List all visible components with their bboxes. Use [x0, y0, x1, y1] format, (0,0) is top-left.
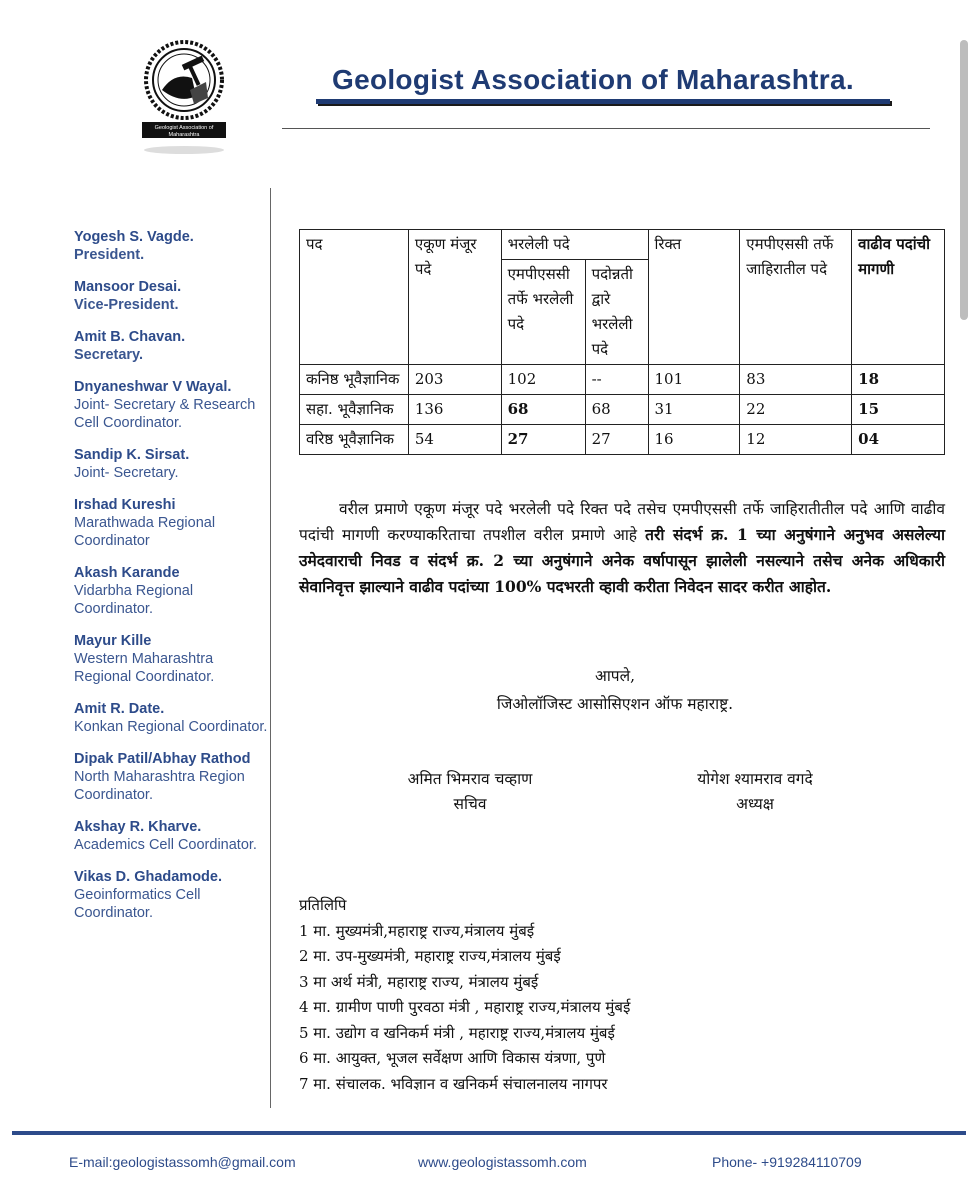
cell-demand: 18: [852, 365, 945, 395]
vertical-divider: [270, 188, 271, 1108]
header-filled-promotion: पदोन्नती द्वारे भरलेली पदे: [585, 260, 648, 365]
sidebar-member: [74, 700, 274, 736]
sidebar-member: [74, 868, 274, 922]
copy-item: 4 मा. ग्रामीण पाणी पुरवठा मंत्री , महाराष्ट्र राज्य,मंत्रालय मुंबई: [299, 998, 631, 1016]
sidebar-member: [74, 818, 274, 854]
footer-rule: [12, 1131, 966, 1135]
cell-vacant: 31: [648, 395, 740, 425]
copy-heading: प्रतिलिपि: [299, 896, 347, 914]
title-underline: [316, 99, 890, 104]
member-role: Konkan Regional Coordinator.: [74, 719, 268, 735]
table-row: [300, 365, 945, 395]
signatory2-title: अध्यक्ष: [736, 795, 774, 813]
signatory2-name: योगेश श्यामराव वगदे: [697, 770, 813, 788]
logo-caption-line1: Geologist Association of: [154, 125, 214, 131]
header-mpsc-advertised: एमपीएससी तर्फे जाहिरातील पदे: [740, 230, 852, 365]
member-name: Sandip K. Sirsat.: [74, 447, 190, 463]
copy-list: [299, 893, 630, 1097]
scrollbar[interactable]: [960, 40, 968, 320]
sidebar-member: [74, 278, 274, 314]
member-role: Western Maharashtra Regional Coordinator.: [74, 651, 215, 685]
member-name: Yogesh S. Vagde.: [74, 229, 194, 245]
cell-total: 54: [408, 425, 501, 455]
geology-emblem-icon: [134, 38, 234, 158]
body-paragraph: [299, 496, 945, 600]
sidebar-member: [74, 328, 274, 364]
sidebar-member: [74, 446, 274, 482]
cell-mpsc: 27: [501, 425, 585, 455]
header-filled-mpsc: एमपीएससी तर्फे भरलेली पदे: [501, 260, 585, 365]
copy-item: 6 मा. आयुक्त, भूजल सर्वेक्षण आणि विकास यंत्रणा, पुणे: [299, 1049, 606, 1067]
cell-post: सहा. भूवैज्ञानिक: [300, 395, 409, 425]
table-row: [300, 395, 945, 425]
member-name: Irshad Kureshi: [74, 497, 176, 513]
sidebar-member: [74, 564, 274, 618]
member-name: Dnyaneshwar V Wayal.: [74, 379, 232, 395]
sidebar-members: [74, 228, 274, 936]
member-name: Mansoor Desai.: [74, 279, 182, 295]
org-title: Geologist Association of Maharashtra.: [332, 64, 854, 95]
copy-item: 5 मा. उद्योग व खनिकर्म मंत्री , महाराष्ट्र राज्य,मंत्रालय मुंबई: [299, 1023, 615, 1042]
header-vacant: रिक्त: [648, 230, 740, 365]
header-post: पद: [300, 230, 409, 365]
table-header-row: [300, 230, 945, 260]
cell-mpsc: 102: [501, 365, 585, 395]
sidebar-member: [74, 496, 274, 550]
paragraph-bold-text: तरी संदर्भ क्र. 1 च्या अनुषंगाने अनुभव असलेल्या उमेदवाराची निवड व संदर्भ क्र. 2 च्या अनुषंगाने अनेक वर्षापासून झालेली नसल्याने तसेच अनेक अधिकारी सेवानिवृत्त झाल्याने वाढीव पदांच्या 100% पदभरती व्हावी करीता निवेदन सादर करीत आहोत.: [299, 525, 945, 596]
copy-item: 7 मा. संचालक. भविज्ञान व खनिकर्म संचालनालय नागपर: [299, 1074, 608, 1093]
member-role: Vidarbha Regional Coordinator.: [74, 583, 194, 617]
footer-phone: Phone- +919284110709: [712, 1154, 862, 1170]
member-role: Academics Cell Coordinator.: [74, 837, 257, 853]
table-row: [300, 425, 945, 455]
member-role: Joint- Secretary & Research Cell Coordinator.: [74, 397, 256, 431]
member-name: Vikas D. Ghadamode.: [74, 869, 223, 885]
member-role: Geoinformatics Cell Coordinator.: [74, 887, 201, 921]
signatory1-name: अमित भिमराव चव्हाण: [407, 770, 533, 788]
cell-mpsc: 68: [501, 395, 585, 425]
member-role: North Maharashtra Region Coordinator.: [74, 769, 245, 803]
copy-item: 2 मा. उप-मुख्यमंत्री, महाराष्ट्र राज्य,मंत्रालय मुंबई: [299, 947, 561, 965]
paragraph-normal-text: वरील प्रमाणे एकूण मंजूर पदे भरलेली पदे रिक्त पदे तसेच एमपीएससी तर्फे जाहिरातीतील पदे आणि वाढीव पदांची मागणी करण्याकरिताचा तपशील वरील प्रमाणे आहे: [299, 500, 945, 544]
copy-items: [299, 919, 630, 1098]
header-rule: [282, 128, 930, 129]
cell-promotion: --: [585, 365, 648, 395]
member-name: Akshay R. Kharve.: [74, 819, 202, 835]
sidebar-member: [74, 378, 274, 432]
association-logo: [134, 38, 234, 158]
member-role: Secretary.: [74, 347, 144, 363]
logo-caption-line2: Maharashtra: [168, 132, 200, 138]
copy-item: 3 मा अर्थ मंत्री, महाराष्ट्र राज्य, मंत्रालय मुंबई: [299, 972, 539, 991]
header-filled: भरलेली पदे: [501, 230, 648, 260]
member-name: Amit R. Date.: [74, 701, 165, 717]
cell-post: कनिष्ठ भूवैज्ञानिक: [300, 365, 409, 395]
copy-item: 1 मा. मुख्यमंत्री,महाराष्ट्र राज्य,मंत्रालय मुंबई: [299, 921, 535, 940]
member-role: Marathwada Regional Coordinator: [74, 515, 216, 549]
sidebar-member: [74, 750, 274, 804]
member-role: Vice-President.: [74, 297, 179, 313]
member-role: Joint- Secretary.: [74, 465, 179, 481]
cell-advertised: 83: [740, 365, 852, 395]
cell-demand: 15: [852, 395, 945, 425]
table-body: [300, 365, 945, 455]
cell-post: वरिष्ठ भूवैज्ञानिक: [300, 425, 409, 455]
cell-promotion: 27: [585, 425, 648, 455]
footer-website[interactable]: www.geologistassomh.com: [418, 1154, 587, 1170]
member-name: Akash Karande: [74, 565, 180, 581]
header-increased-demand: वाढीव पदांची मागणी: [852, 230, 945, 365]
sidebar-member: [74, 632, 274, 686]
member-name: Mayur Kille: [74, 633, 152, 649]
sidebar-member: [74, 228, 274, 264]
cell-total: 203: [408, 365, 501, 395]
closing-org: जिओलॉजिस्ट आसोसिएशन ऑफ महाराष्ट्र.: [496, 695, 734, 713]
header-total-sanctioned: एकूण मंजूर पदे: [408, 230, 501, 365]
cell-advertised: 12: [740, 425, 852, 455]
member-name: Dipak Patil/Abhay Rathod: [74, 751, 251, 767]
posts-table: [299, 229, 945, 455]
member-name: Amit B. Chavan.: [74, 329, 186, 345]
signatory1-title: सचिव: [453, 795, 487, 813]
footer-email[interactable]: E-mail:geologistassomh@gmail.com: [69, 1154, 296, 1170]
cell-demand: 04: [852, 425, 945, 455]
member-role: President.: [74, 247, 145, 263]
cell-total: 136: [408, 395, 501, 425]
cell-promotion: 68: [585, 395, 648, 425]
cell-vacant: 101: [648, 365, 740, 395]
cell-advertised: 22: [740, 395, 852, 425]
cell-vacant: 16: [648, 425, 740, 455]
closing-yours: आपले,: [594, 667, 636, 685]
